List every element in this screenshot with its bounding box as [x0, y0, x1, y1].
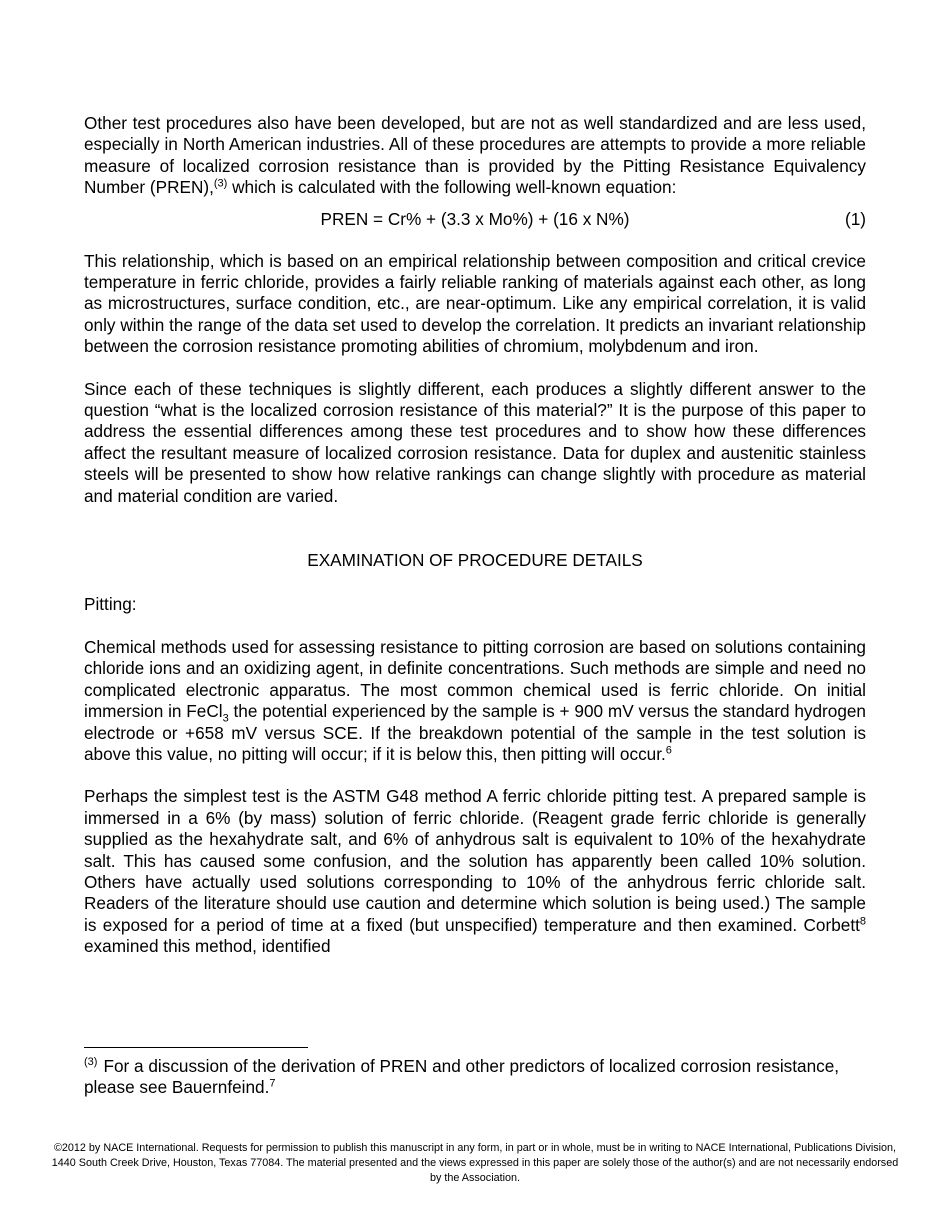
- intro-paragraph: [84, 113, 866, 199]
- footnote-separator: [84, 1047, 308, 1048]
- chemical-methods-paragraph: [84, 637, 866, 765]
- astm-g48-paragraph: [84, 786, 866, 957]
- intro-text-before: Other test procedures also have been developed, but are not as well standardized and are less used, especially in North American industries. All of these procedures are attempts to provide a more reliable measure of localized corrosion resistance than is provided by the Pitting Resistance Equivalency Number (PREN),: [84, 113, 866, 198]
- chemical-text-part2: the potential experienced by the sample is + 900 mV versus the standard hydrogen electrode or +658 mV versus SCE. If the breakdown potential of the sample in the test solution is above this value, no pitting will occur; if it is below this, then pitting will occur.: [84, 701, 866, 764]
- footnote-3: [84, 1056, 866, 1099]
- footnote-mark: (3): [84, 1056, 98, 1069]
- intro-text-after: which is calculated with the following well-known equation:: [227, 177, 677, 198]
- equation-number: (1): [844, 208, 866, 229]
- fecl3-subscript: 3: [222, 712, 229, 725]
- equation-1: [84, 209, 866, 230]
- subheading-pitting: Pitting:: [84, 593, 137, 614]
- footnote-reference-3[interactable]: (3): [213, 177, 228, 190]
- citation-reference-7[interactable]: 7: [269, 1077, 276, 1090]
- footnote-text: For a discussion of the derivation of PREN and other predictors of localized corrosion resistance, please see Bauernfeind.: [84, 1056, 840, 1098]
- relationship-paragraph: This relationship, which is based on an empirical relationship between composition and critical crevice temperature in ferric chloride, provides a fairly reliable ranking of materials against each other, as long as microstructures, surface condition, etc., are near-optimum. Like any empirical correlation, it is valid only within the range of the data set used to develop the correlation. It predicts an invariant relationship between the corrosion resistance promoting abilities of chromium, molybdenum and iron.: [84, 250, 866, 357]
- citation-reference-8[interactable]: 8: [859, 915, 866, 928]
- purpose-paragraph: Since each of these techniques is slightly different, each produces a slightly different answer to the question “what is the localized corrosion resistance of this material?” It is the purpose of this paper to address the essential differences among these test procedures and to show how these differences affect the resultant measure of localized corrosion resistance. Data for duplex and austenitic stainless steels will be presented to show how relative rankings can change slightly with procedure as material and material condition are varied.: [84, 378, 866, 506]
- equation-text: PREN = Cr% + (3.3 x Mo%) + (16 x N%): [320, 208, 630, 229]
- citation-reference-6[interactable]: 6: [665, 744, 672, 757]
- section-heading: EXAMINATION OF PROCEDURE DETAILS: [307, 550, 643, 571]
- copyright-notice: ©2012 by NACE International. Requests for permission to publish this manuscript in any form, in part or in whole, must be in writing to NACE International, Publications Division, 1440 South Creek Drive, Houston, Texas 77084. The material presented and the views expressed in this paper are solely those of the author(s) and are not necessarily endorsed by the Association.: [51, 1142, 899, 1184]
- astm-text-part2: examined this method, identified: [84, 936, 331, 957]
- astm-text-part1: Perhaps the simplest test is the ASTM G48 method A ferric chloride pitting test. A prepared sample is immersed in a 6% (by mass) solution of ferric chloride. (Reagent grade ferric chloride is generally supplied as the hexahydrate salt, and 6% of anhydrous salt is equivalent to 10% of the hexahydrate salt. This has caused some confusion, and the solution has apparently been called 10% solution. Others have actually used solutions corresponding to 10% of the anhydrous ferric chloride salt. Readers of the literature should use caution and determine which solution is being used.) The sample is exposed for a period of time at a fixed (but unspecified) temperature and then examined. Corbett: [84, 786, 866, 935]
- page-body: [84, 113, 866, 958]
- chemical-text-part1: Chemical methods used for assessing resistance to pitting corrosion are based on solutions containing chloride ions and an oxidizing agent, in definite concentrations. Such methods are simple and need no complicated electronic apparatus. The most common chemical used is ferric chloride. On initial immersion in FeCl: [84, 636, 866, 722]
